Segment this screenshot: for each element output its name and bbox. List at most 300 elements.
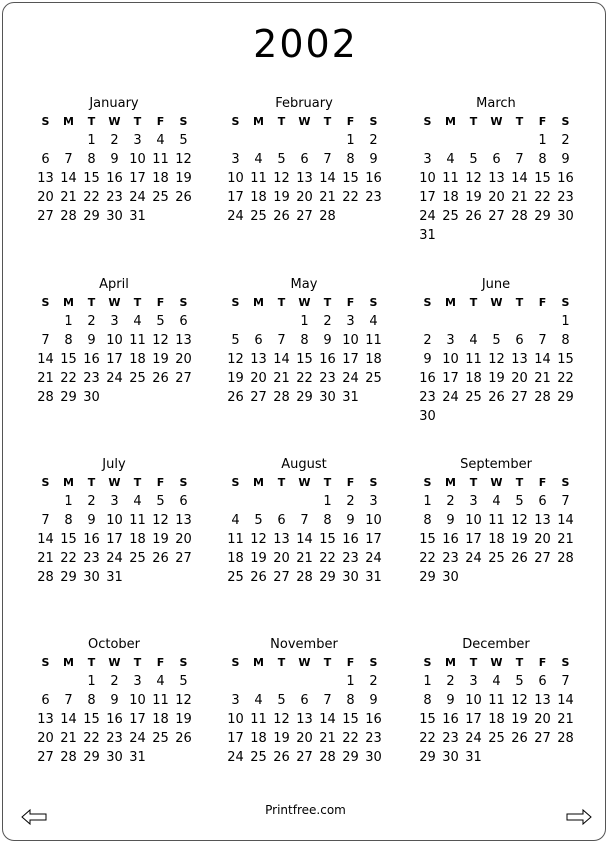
empty-day-cell: [508, 131, 531, 150]
empty-day-cell: [439, 312, 462, 331]
weekday-header: T: [469, 476, 478, 489]
day-cell: 17: [106, 532, 123, 547]
weekday-header: T: [87, 476, 96, 489]
weekday-header: F: [538, 656, 547, 669]
day-cell: 9: [110, 152, 119, 167]
day-cell: 12: [465, 171, 482, 186]
empty-day-cell: [508, 312, 531, 331]
day-cell: 4: [369, 314, 378, 329]
month-days-grid: [416, 113, 577, 245]
day-cell: 2: [346, 494, 355, 509]
day-cell: 8: [64, 333, 73, 348]
day-cell: 11: [227, 532, 244, 547]
day-cell: 29: [419, 750, 436, 765]
day-cell: 28: [557, 551, 574, 566]
day-cell: 16: [319, 352, 336, 367]
day-cell: 24: [342, 371, 359, 386]
day-cell: 17: [227, 731, 244, 746]
day-cell: 6: [41, 693, 50, 708]
day-cell: 26: [488, 390, 505, 405]
day-cell: 1: [64, 314, 73, 329]
day-cell: 27: [488, 209, 505, 224]
day-cell: 24: [106, 551, 123, 566]
month-september: [412, 457, 580, 587]
day-cell: 12: [227, 352, 244, 367]
day-cell: 17: [465, 712, 482, 727]
day-cell: 18: [465, 371, 482, 386]
day-cell: 3: [446, 333, 455, 348]
day-cell: 27: [273, 570, 290, 585]
day-cell: 5: [277, 693, 286, 708]
day-cell: 23: [419, 390, 436, 405]
day-cell: 13: [273, 532, 290, 547]
day-cell: 29: [319, 570, 336, 585]
weekday-header: T: [87, 115, 96, 128]
month-july: [30, 457, 198, 587]
day-cell: 28: [534, 390, 551, 405]
month-title: October: [87, 637, 141, 652]
day-cell: 29: [419, 570, 436, 585]
day-cell: 24: [129, 731, 146, 746]
day-cell: 20: [296, 190, 313, 205]
day-cell: 1: [64, 494, 73, 509]
day-cell: 15: [83, 712, 100, 727]
day-cell: 14: [296, 532, 313, 547]
day-cell: 1: [346, 133, 355, 148]
empty-day-cell: [57, 672, 80, 691]
weekday-header: F: [156, 115, 165, 128]
day-cell: 21: [273, 371, 290, 386]
day-cell: 26: [511, 551, 528, 566]
day-cell: 30: [342, 570, 359, 585]
day-cell: 30: [442, 750, 459, 765]
day-cell: 3: [469, 494, 478, 509]
weekday-header: S: [369, 476, 378, 489]
day-cell: 1: [346, 674, 355, 689]
day-cell: 27: [511, 390, 528, 405]
day-cell: 21: [37, 551, 54, 566]
day-cell: 4: [254, 693, 263, 708]
weekday-header: F: [346, 656, 355, 669]
weekday-header: M: [63, 296, 74, 309]
weekday-header: T: [277, 115, 286, 128]
month-days-grid: [224, 654, 385, 767]
day-cell: 15: [60, 352, 77, 367]
day-cell: 27: [534, 731, 551, 746]
day-cell: 8: [87, 693, 96, 708]
day-cell: 5: [254, 513, 263, 528]
day-cell: 7: [64, 152, 73, 167]
day-cell: 12: [152, 333, 169, 348]
month-january: [30, 96, 198, 226]
weekday-header: T: [323, 115, 332, 128]
weekday-header: F: [538, 115, 547, 128]
weekday-header: W: [490, 656, 503, 669]
day-cell: 12: [175, 152, 192, 167]
day-cell: 7: [64, 693, 73, 708]
weekday-header: F: [346, 296, 355, 309]
day-cell: 17: [129, 712, 146, 727]
month-title: March: [476, 96, 516, 111]
day-cell: 19: [152, 352, 169, 367]
day-cell: 13: [250, 352, 267, 367]
day-cell: 7: [538, 333, 547, 348]
day-cell: 30: [106, 209, 123, 224]
day-cell: 2: [446, 674, 455, 689]
day-cell: 18: [488, 712, 505, 727]
day-cell: 28: [511, 209, 528, 224]
empty-day-cell: [34, 672, 57, 691]
day-cell: 29: [60, 390, 77, 405]
weekday-header: F: [538, 476, 547, 489]
weekday-header: F: [346, 115, 355, 128]
day-cell: 24: [365, 551, 382, 566]
weekday-header: W: [108, 296, 121, 309]
day-cell: 20: [534, 532, 551, 547]
day-cell: 28: [60, 209, 77, 224]
day-cell: 2: [87, 314, 96, 329]
day-cell: 23: [83, 551, 100, 566]
left-arrow-icon: [20, 808, 48, 826]
weekday-header: W: [298, 115, 311, 128]
day-cell: 20: [488, 190, 505, 205]
day-cell: 30: [365, 750, 382, 765]
day-cell: 26: [465, 209, 482, 224]
day-cell: 2: [110, 133, 119, 148]
day-cell: 25: [442, 209, 459, 224]
day-cell: 5: [156, 494, 165, 509]
day-cell: 25: [365, 371, 382, 386]
day-cell: 21: [534, 371, 551, 386]
day-cell: 25: [129, 551, 146, 566]
day-cell: 13: [37, 171, 54, 186]
weekday-header: S: [231, 296, 240, 309]
weekday-header: S: [41, 476, 50, 489]
day-cell: 22: [534, 190, 551, 205]
weekday-header: M: [253, 476, 264, 489]
day-cell: 31: [129, 209, 146, 224]
day-cell: 24: [129, 190, 146, 205]
day-cell: 18: [250, 190, 267, 205]
empty-day-cell: [224, 492, 247, 511]
day-cell: 8: [538, 152, 547, 167]
day-cell: 5: [179, 674, 188, 689]
weekday-header: T: [133, 115, 142, 128]
day-cell: 31: [365, 570, 382, 585]
day-cell: 30: [319, 390, 336, 405]
day-cell: 23: [557, 190, 574, 205]
day-cell: 18: [152, 171, 169, 186]
day-cell: 28: [37, 570, 54, 585]
day-cell: 10: [106, 513, 123, 528]
weekday-header: W: [490, 115, 503, 128]
day-cell: 7: [323, 693, 332, 708]
day-cell: 16: [83, 532, 100, 547]
day-cell: 22: [342, 731, 359, 746]
empty-day-cell: [293, 492, 316, 511]
empty-day-cell: [485, 131, 508, 150]
day-cell: 5: [515, 494, 524, 509]
day-cell: 13: [534, 513, 551, 528]
day-cell: 29: [60, 570, 77, 585]
day-cell: 13: [296, 171, 313, 186]
month-october: [30, 637, 198, 767]
day-cell: 12: [273, 712, 290, 727]
day-cell: 27: [37, 750, 54, 765]
day-cell: 26: [227, 390, 244, 405]
month-days-grid: [34, 474, 195, 587]
day-cell: 12: [511, 513, 528, 528]
weekday-header: M: [253, 296, 264, 309]
month-title: January: [89, 96, 139, 111]
day-cell: 15: [296, 352, 313, 367]
day-cell: 29: [296, 390, 313, 405]
day-cell: 6: [41, 152, 50, 167]
day-cell: 6: [277, 513, 286, 528]
empty-day-cell: [34, 492, 57, 511]
empty-day-cell: [316, 672, 339, 691]
day-cell: 20: [37, 190, 54, 205]
weekday-header: F: [538, 296, 547, 309]
weekday-header: M: [445, 476, 456, 489]
day-cell: 15: [557, 352, 574, 367]
day-cell: 25: [465, 390, 482, 405]
day-cell: 18: [365, 352, 382, 367]
day-cell: 25: [488, 551, 505, 566]
day-cell: 6: [179, 494, 188, 509]
day-cell: 31: [465, 750, 482, 765]
right-arrow-icon: [565, 808, 593, 826]
prev-page-button[interactable]: [20, 808, 48, 826]
weekday-header: W: [298, 476, 311, 489]
empty-day-cell: [416, 131, 439, 150]
day-cell: 2: [446, 494, 455, 509]
day-cell: 21: [557, 712, 574, 727]
month-days-grid: [416, 474, 577, 587]
day-cell: 11: [442, 171, 459, 186]
weekday-header: S: [231, 656, 240, 669]
day-cell: 29: [83, 209, 100, 224]
day-cell: 14: [557, 693, 574, 708]
day-cell: 29: [557, 390, 574, 405]
empty-day-cell: [224, 312, 247, 331]
day-cell: 24: [465, 551, 482, 566]
month-days-grid: [34, 654, 195, 767]
day-cell: 18: [250, 731, 267, 746]
day-cell: 9: [369, 693, 378, 708]
weekday-header: T: [515, 115, 524, 128]
weekday-header: T: [87, 656, 96, 669]
month-march: [412, 96, 580, 245]
day-cell: 7: [561, 674, 570, 689]
empty-day-cell: [34, 131, 57, 150]
day-cell: 19: [465, 190, 482, 205]
weekday-header: S: [561, 115, 570, 128]
day-cell: 22: [83, 731, 100, 746]
day-cell: 30: [419, 409, 436, 424]
day-cell: 3: [231, 152, 240, 167]
empty-day-cell: [531, 312, 554, 331]
day-cell: 10: [442, 352, 459, 367]
day-cell: 18: [442, 190, 459, 205]
day-cell: 27: [250, 390, 267, 405]
day-cell: 6: [300, 693, 309, 708]
weekday-header: T: [133, 656, 142, 669]
weekday-header: W: [298, 656, 311, 669]
weekday-header: S: [423, 296, 432, 309]
day-cell: 3: [110, 314, 119, 329]
day-cell: 1: [87, 133, 96, 148]
day-cell: 28: [319, 209, 336, 224]
day-cell: 6: [515, 333, 524, 348]
weekday-header: M: [445, 656, 456, 669]
day-cell: 8: [87, 152, 96, 167]
month-title: December: [462, 637, 530, 652]
weekday-header: S: [423, 115, 432, 128]
day-cell: 30: [557, 209, 574, 224]
empty-day-cell: [247, 672, 270, 691]
day-cell: 7: [515, 152, 524, 167]
year-title: 2002: [253, 22, 358, 66]
day-cell: 4: [231, 513, 240, 528]
day-cell: 13: [37, 712, 54, 727]
month-days-grid: [34, 113, 195, 226]
weekday-header: T: [277, 296, 286, 309]
day-cell: 4: [469, 333, 478, 348]
day-cell: 31: [342, 390, 359, 405]
empty-day-cell: [462, 312, 485, 331]
weekday-header: S: [41, 296, 50, 309]
day-cell: 7: [323, 152, 332, 167]
day-cell: 30: [83, 390, 100, 405]
empty-day-cell: [485, 312, 508, 331]
weekday-header: W: [490, 476, 503, 489]
weekday-header: T: [323, 296, 332, 309]
day-cell: 27: [296, 209, 313, 224]
empty-day-cell: [270, 672, 293, 691]
day-cell: 27: [296, 750, 313, 765]
day-cell: 31: [129, 750, 146, 765]
weekday-header: S: [41, 656, 50, 669]
next-page-button[interactable]: [565, 808, 593, 826]
month-title: August: [281, 457, 327, 472]
day-cell: 2: [323, 314, 332, 329]
day-cell: 15: [83, 171, 100, 186]
day-cell: 12: [175, 693, 192, 708]
empty-day-cell: [416, 312, 439, 331]
day-cell: 2: [369, 674, 378, 689]
day-cell: 18: [488, 532, 505, 547]
day-cell: 19: [273, 190, 290, 205]
day-cell: 10: [129, 693, 146, 708]
month-title: February: [275, 96, 333, 111]
day-cell: 28: [37, 390, 54, 405]
day-cell: 19: [250, 551, 267, 566]
day-cell: 19: [273, 731, 290, 746]
day-cell: 16: [442, 712, 459, 727]
day-cell: 4: [156, 674, 165, 689]
day-cell: 13: [296, 712, 313, 727]
day-cell: 4: [492, 494, 501, 509]
day-cell: 18: [227, 551, 244, 566]
weekday-header: S: [561, 296, 570, 309]
weekday-header: S: [369, 656, 378, 669]
day-cell: 10: [419, 171, 436, 186]
day-cell: 8: [346, 152, 355, 167]
weekday-header: S: [41, 115, 50, 128]
day-cell: 19: [227, 371, 244, 386]
month-title: May: [290, 277, 318, 292]
empty-day-cell: [293, 131, 316, 150]
weekday-header: S: [423, 476, 432, 489]
day-cell: 3: [231, 693, 240, 708]
day-cell: 9: [369, 152, 378, 167]
day-cell: 29: [83, 750, 100, 765]
day-cell: 13: [488, 171, 505, 186]
day-cell: 21: [319, 731, 336, 746]
month-days-grid: [416, 654, 577, 767]
day-cell: 31: [419, 228, 436, 243]
day-cell: 23: [83, 371, 100, 386]
day-cell: 9: [446, 513, 455, 528]
weekday-header: S: [561, 656, 570, 669]
day-cell: 4: [446, 152, 455, 167]
day-cell: 31: [106, 570, 123, 585]
day-cell: 22: [319, 551, 336, 566]
day-cell: 15: [342, 171, 359, 186]
day-cell: 23: [442, 731, 459, 746]
day-cell: 29: [534, 209, 551, 224]
day-cell: 14: [37, 532, 54, 547]
weekday-header: S: [231, 115, 240, 128]
day-cell: 22: [60, 551, 77, 566]
day-cell: 5: [492, 333, 501, 348]
footer-credit: Printfree.com: [265, 803, 346, 817]
day-cell: 22: [342, 190, 359, 205]
day-cell: 23: [342, 551, 359, 566]
weekday-header: T: [133, 296, 142, 309]
day-cell: 19: [511, 532, 528, 547]
weekday-header: M: [63, 656, 74, 669]
day-cell: 3: [423, 152, 432, 167]
day-cell: 9: [561, 152, 570, 167]
day-cell: 23: [365, 731, 382, 746]
weekday-header: M: [253, 115, 264, 128]
day-cell: 13: [175, 513, 192, 528]
day-cell: 25: [152, 190, 169, 205]
day-cell: 2: [423, 333, 432, 348]
day-cell: 22: [419, 551, 436, 566]
day-cell: 11: [250, 712, 267, 727]
day-cell: 3: [133, 674, 142, 689]
day-cell: 4: [156, 133, 165, 148]
day-cell: 5: [515, 674, 524, 689]
day-cell: 7: [41, 333, 50, 348]
day-cell: 13: [511, 352, 528, 367]
day-cell: 9: [323, 333, 332, 348]
day-cell: 16: [342, 532, 359, 547]
day-cell: 29: [342, 750, 359, 765]
weekday-header: W: [490, 296, 503, 309]
day-cell: 10: [227, 712, 244, 727]
day-cell: 14: [557, 513, 574, 528]
day-cell: 24: [442, 390, 459, 405]
day-cell: 21: [296, 551, 313, 566]
day-cell: 7: [561, 494, 570, 509]
day-cell: 22: [557, 371, 574, 386]
day-cell: 19: [511, 712, 528, 727]
weekday-header: M: [63, 115, 74, 128]
